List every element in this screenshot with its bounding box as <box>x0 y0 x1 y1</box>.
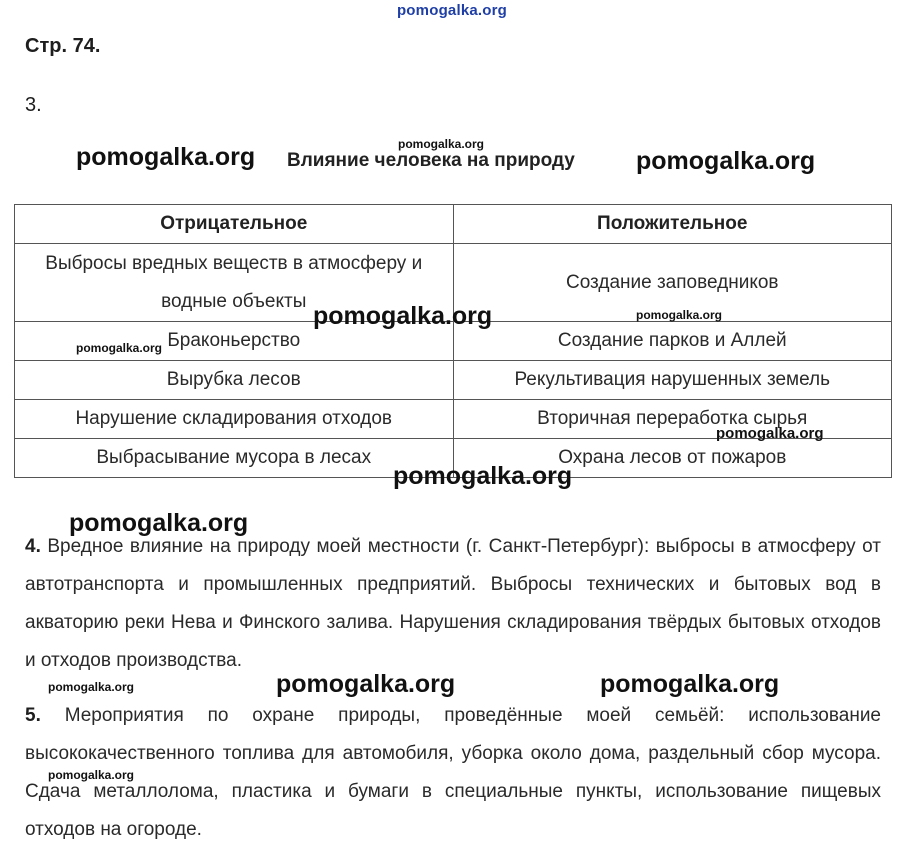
table-title: Влияние человека на природу <box>287 150 575 171</box>
task-5-paragraph <box>25 697 881 849</box>
table-cell-positive: Вторичная переработка сырья <box>453 400 892 439</box>
table-header-negative: Отрицательное <box>15 205 454 244</box>
watermark-large: pomogalka.org <box>600 670 780 698</box>
table-cell-negative: Нарушение складирования отходов <box>15 400 454 439</box>
watermark-large: pomogalka.org <box>69 509 249 537</box>
watermark-large: pomogalka.org <box>276 670 456 698</box>
watermark-small: pomogalka.org <box>48 768 135 782</box>
task-4-text: Вредное влияние на природу моей местности (г. Санкт-Петербург): выбросы в атмосферу от автотранспорта и промышленных предприятий. Выбросы технических и бытовых вод в акваторию реки Нева и Финского залива. Нарушения складирования твёрдых бытовых отходов и отходов производства. <box>25 536 882 671</box>
table-cell-positive: Создание парков и Аллей <box>453 322 892 361</box>
task-4-paragraph <box>25 528 881 680</box>
table-header-positive: Положительное <box>453 205 892 244</box>
task-5-text: Мероприятия по охране природы, проведённые моей семьёй: использование высококачественного топлива для автомобиля, уборка около дома, раздельный сбор мусора. Сдача металлолома, пластика и бумаги в специальные пункты, использование пищевых отходов на огороде. <box>25 705 881 840</box>
watermark-large: pomogalka.org <box>76 143 256 171</box>
watermark-small: pomogalka.org <box>636 308 723 322</box>
table-cell-negative: Браконьерство <box>15 322 454 361</box>
table-cell-positive: Рекультивация нарушенных земель <box>453 361 892 400</box>
table-cell-negative: Выбрасывание мусора в лесах <box>15 439 454 478</box>
watermark-small: pomogalka.org <box>716 425 824 442</box>
table-cell-negative: Выбросы вредных веществ в атмосферу и водные объекты <box>15 244 454 322</box>
task-4-number: 4. <box>25 536 41 557</box>
page-label: Стр. 74. <box>25 35 101 57</box>
task-3-number: 3. <box>25 94 42 116</box>
watermark-large: pomogalka.org <box>393 462 573 490</box>
watermark-large: pomogalka.org <box>636 147 816 175</box>
watermark-small: pomogalka.org <box>398 137 485 151</box>
task-5-number: 5. <box>25 705 41 726</box>
table-row <box>15 361 892 400</box>
table-cell-positive: Охрана лесов от пожаров <box>453 439 892 478</box>
table-cell-positive: Создание заповедников <box>453 244 892 322</box>
watermark-top: pomogalka.org <box>396 2 508 19</box>
watermark-large: pomogalka.org <box>313 302 493 330</box>
watermark-small: pomogalka.org <box>48 680 135 694</box>
watermark-small: pomogalka.org <box>76 341 163 355</box>
table-cell-negative: Вырубка лесов <box>15 361 454 400</box>
